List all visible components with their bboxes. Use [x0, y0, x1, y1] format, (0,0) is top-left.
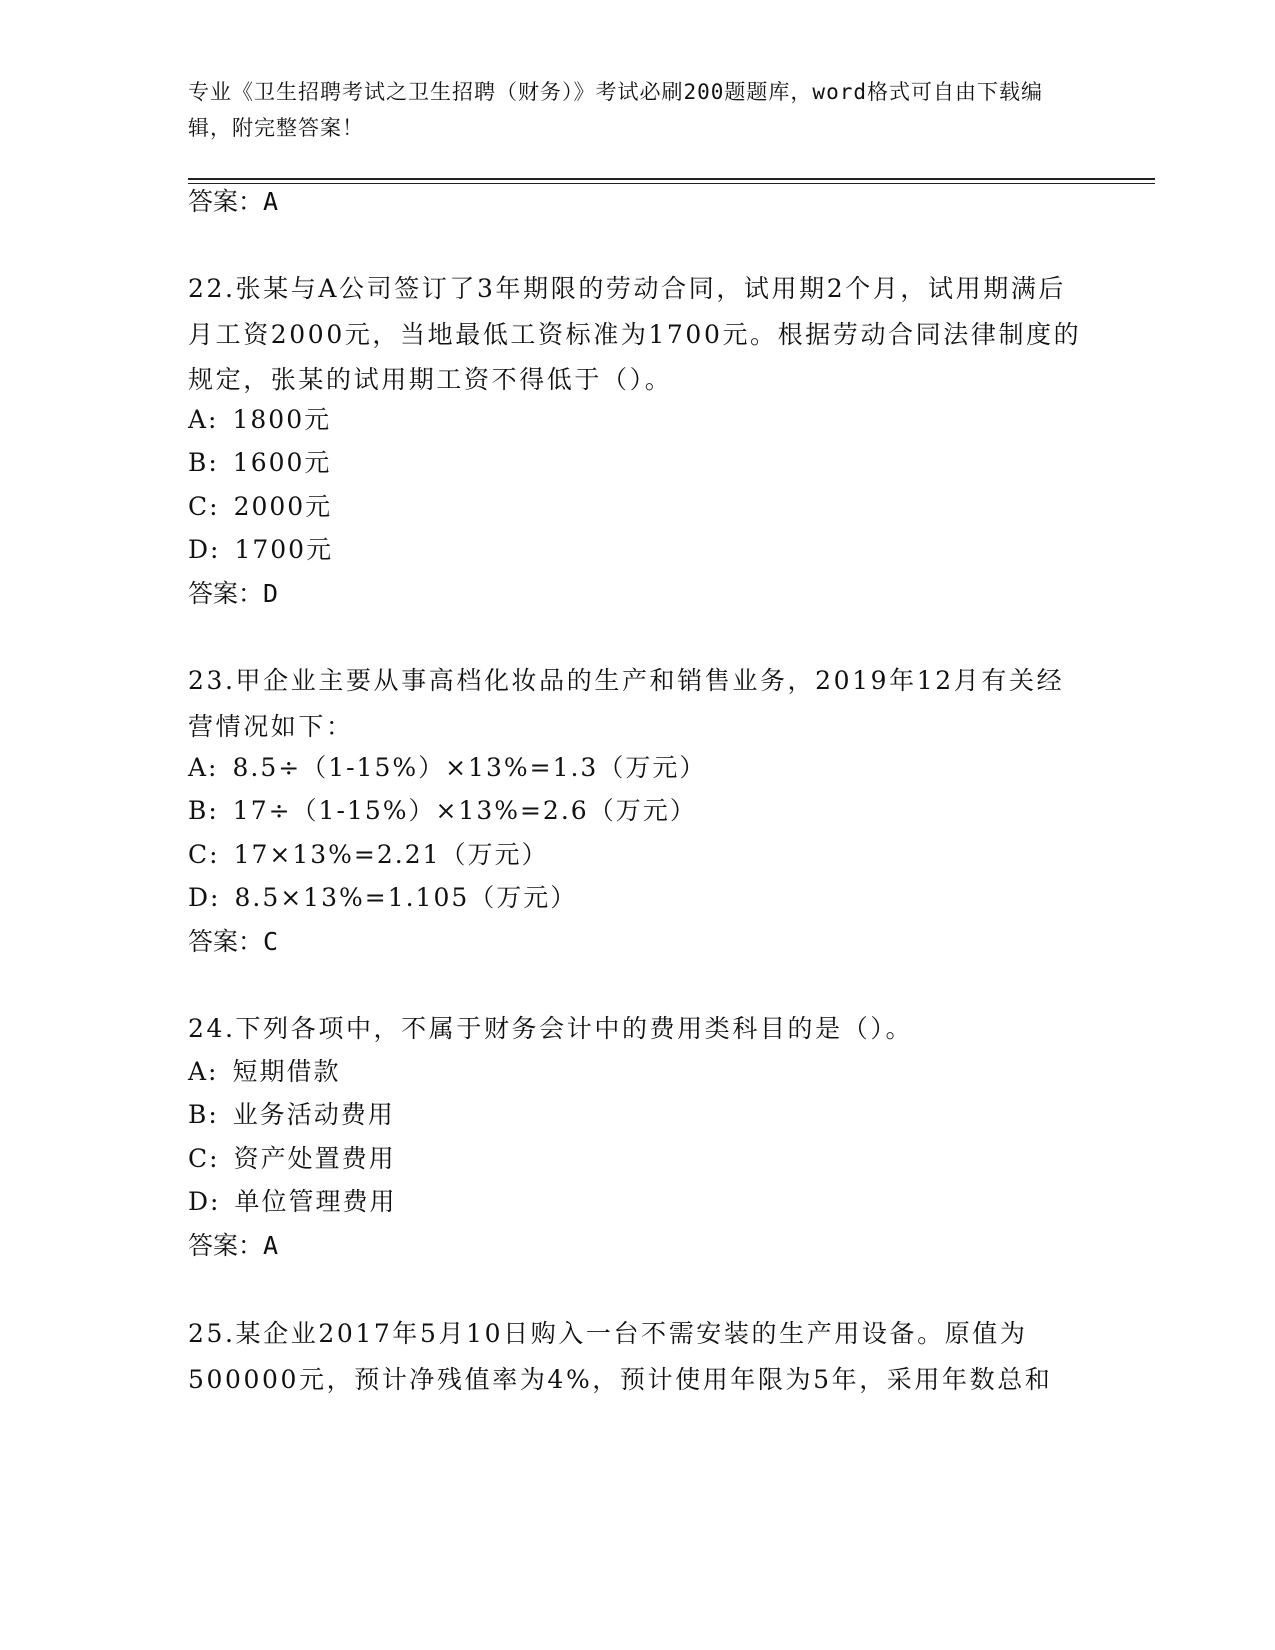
question-22-option-d: [188, 532, 333, 568]
answer-prefix: 答案：: [188, 927, 264, 956]
option-text: 1600元: [232, 448, 332, 477]
question-22-text: 22.张某与A公司签订了3年期限的劳动合同，试用期2个月，试用期满后月工资2000元，当地最低工资标准为1700元。根据劳动合同法律制度的规定，张某的试用期工资不得低于（）。: [188, 274, 1082, 394]
answer-value: A: [263, 187, 279, 216]
question-24-option-b: [188, 1097, 395, 1133]
option-letter: B:: [188, 1100, 219, 1129]
question-23-text: 23.甲企业主要从事高档化妆品的生产和销售业务，2019年12月有关经营情况如下：: [188, 666, 1065, 741]
answer-prefix: 答案：: [188, 1231, 264, 1260]
option-text: 2000元: [233, 492, 333, 521]
header-text: 专业《卫生招聘考试之卫生招聘（财务）》考试必刷200题题库，word格式可自由下载编辑，附完整答案！: [188, 80, 1043, 140]
option-letter: A:: [188, 753, 219, 782]
option-letter: C:: [188, 840, 220, 869]
question-23-option-d: [188, 880, 577, 916]
option-text: 1800元: [232, 405, 332, 434]
option-text: 单位管理费用: [234, 1187, 397, 1216]
option-letter: A:: [188, 405, 219, 434]
answer-prefix: 答案：: [188, 579, 264, 608]
question-24-option-c: [188, 1141, 396, 1177]
answer-line: [188, 184, 278, 220]
option-letter: B:: [188, 448, 219, 477]
question-24-text: 24.下列各项中，不属于财务会计中的费用类科目的是（）。: [188, 1014, 914, 1043]
option-letter: C:: [188, 492, 220, 521]
question-23-answer: [188, 924, 278, 960]
answer-prefix: 答案：: [188, 187, 264, 216]
question-25-text: 25.某企业2017年5月10日购入一台不需安装的生产用设备。原值为500000元，预计净残值率为4%，预计使用年限为5年，采用年数总和: [188, 1319, 1053, 1394]
option-text: 8.5×13%=1.105（万元）: [234, 883, 578, 912]
question-24-answer: [188, 1228, 278, 1264]
question-24-option-a: [188, 1054, 341, 1090]
question-22-option-b: [188, 445, 331, 481]
option-text: 8.5÷（1-15%）×13%=1.3（万元）: [232, 753, 707, 782]
option-letter: A:: [188, 1057, 219, 1086]
option-text: 17×13%=2.21（万元）: [233, 840, 549, 869]
question-22-option-a: [188, 402, 331, 438]
question-22-answer: [188, 576, 278, 612]
option-text: 1700元: [234, 535, 334, 564]
option-text: 业务活动费用: [232, 1100, 395, 1129]
question-23-option-a: [188, 750, 706, 786]
option-text: 短期借款: [232, 1057, 341, 1086]
header-divider-thin: [188, 183, 1155, 184]
option-letter: B:: [188, 796, 219, 825]
option-text: 资产处置费用: [233, 1144, 396, 1173]
option-letter: D:: [188, 535, 221, 564]
header-divider: [188, 178, 1155, 180]
option-letter: D:: [188, 883, 221, 912]
option-text: 17÷（1-15%）×13%=2.6（万元）: [232, 796, 697, 825]
answer-value: A: [263, 1231, 279, 1260]
document-header: [188, 74, 1068, 146]
answer-value: D: [263, 579, 279, 608]
option-letter: D:: [188, 1187, 221, 1216]
question-24-option-d: [188, 1184, 396, 1220]
question-23-option-c: [188, 837, 549, 873]
answer-value: C: [263, 927, 279, 956]
question-23-option-b: [188, 793, 697, 829]
option-letter: C:: [188, 1144, 220, 1173]
question-22-option-c: [188, 489, 332, 525]
